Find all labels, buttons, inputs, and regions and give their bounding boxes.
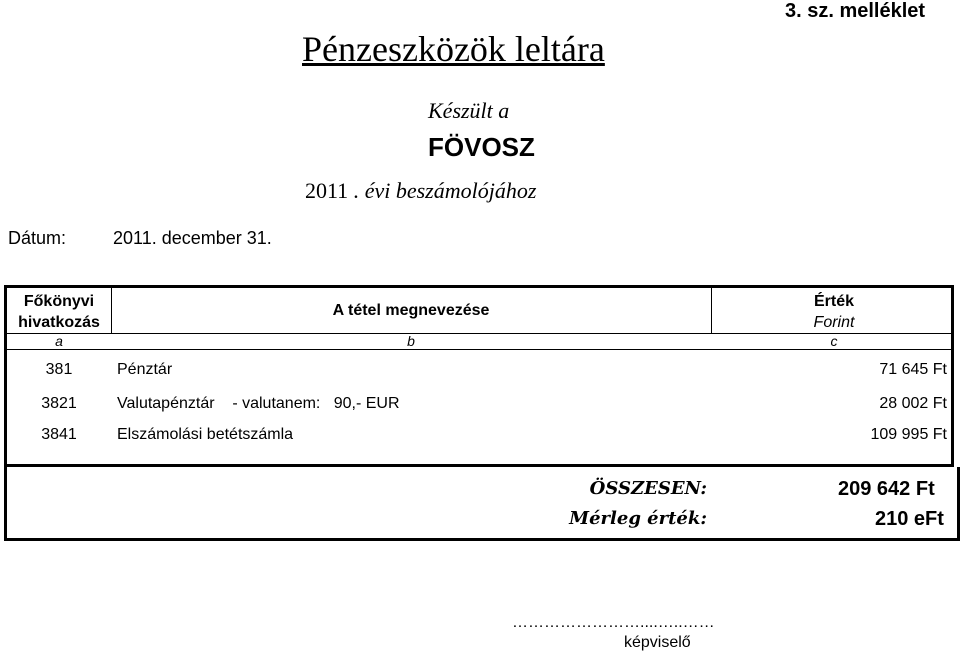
row-code: 381 — [45, 361, 73, 378]
column-letter-b: b — [407, 333, 415, 349]
subtitle: Készült a — [428, 98, 510, 123]
column-letter-c: c — [830, 333, 838, 349]
total-label: ÖSSZESEN: — [589, 478, 707, 499]
header-account-ref — [7, 291, 111, 333]
column-letter-a: a — [55, 333, 63, 349]
organization-name: FÖVOSZ — [428, 132, 535, 162]
annex-label: 3. sz. melléklet — [785, 0, 926, 22]
date-value: 2011. december 31. — [113, 228, 272, 248]
row-value: 28 002 Ft — [879, 395, 947, 412]
report-text: . évi beszámolójához — [348, 178, 537, 203]
signature-line: ……………………....…..…… — [512, 614, 715, 631]
report-year-line — [305, 178, 536, 204]
row-name: Pénztár — [117, 361, 173, 378]
header-value-line2: Forint — [813, 314, 855, 331]
row-code: 3821 — [41, 395, 77, 412]
header-value — [711, 291, 957, 333]
row-name: Elszámolási betétszámla — [117, 426, 294, 443]
inventory-table — [4, 285, 954, 467]
total-value: 209 642 Ft — [838, 478, 935, 500]
row-value: 71 645 Ft — [879, 361, 947, 378]
table-row — [7, 395, 951, 429]
header-value-line1: Érték — [813, 293, 855, 310]
report-year: 2011 — [305, 178, 349, 203]
header-item-name: A tétel megnevezése — [332, 302, 490, 319]
table-row — [7, 426, 951, 460]
row-value: 109 995 Ft — [870, 426, 947, 443]
summary-box — [4, 467, 960, 541]
row-code: 3841 — [41, 426, 77, 443]
letter-row-divider — [7, 349, 951, 350]
table-row — [7, 361, 951, 395]
balance-value: 210 eFt — [875, 508, 944, 530]
date-label: Dátum: — [8, 228, 67, 248]
header-account-ref-line1: Főkönyvi — [23, 293, 95, 310]
balance-label: Mérleg érték: — [569, 508, 707, 529]
header-account-ref-line2: hivatkozás — [18, 314, 100, 331]
document-title: Pénzeszközök leltára — [302, 29, 605, 69]
signature-label: képviselő — [624, 634, 691, 651]
row-name: Valutapénztár - valutanem: 90,- EUR — [117, 395, 400, 412]
